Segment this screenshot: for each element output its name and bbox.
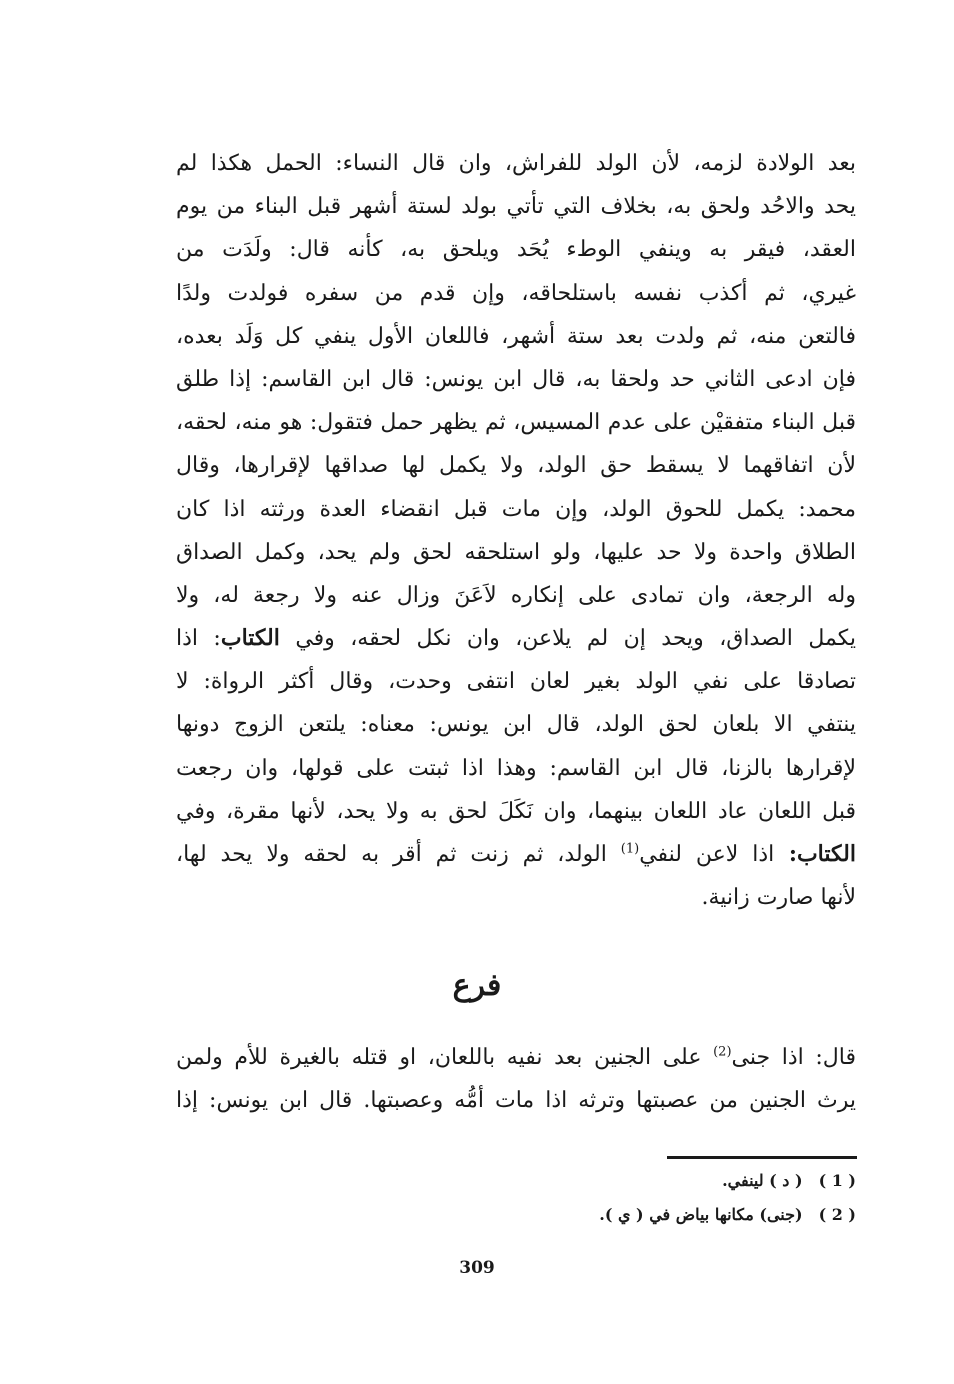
text-segment: الولد، ثم زنت ثم أقر به لحقه ولا يحد لها،: [176, 842, 607, 867]
text-line: لأن اتفاقهما لا يسقط حق الولد، ولا يكمل لها صداقها لإقرارها، وقال: [176, 453, 856, 479]
footnote-number: ( 2 ): [818, 1205, 856, 1224]
text-segment: على الجنين بعد نفيه باللعان، او قتله بالغيرة للأم ولمن: [176, 1045, 714, 1070]
text-line: قبل البناء متفقيْن على عدم المسيس، ثم يظهر حمل فتقول: هو منه، لحقه،: [176, 410, 856, 436]
text-segment: : اذا: [176, 626, 221, 652]
footnote-reference[interactable]: (1): [620, 841, 640, 857]
text-line: بعد الولادة لزمه، لأن الولد للفراش، وان قال النساء: الحمل هكذا لم: [176, 151, 856, 176]
text-line: يرث الجنين من عصبتها وترثه اذا مات أمُّه وعصبتها. قال ابن يونس: إذا: [176, 1088, 856, 1113]
text-line: فإن ادعى الثاني حد ولحقا به، قال ابن يونس: قال ابن القاسم: إذا طلق: [176, 366, 856, 392]
text-segment: قال: اذا جنى: [731, 1045, 856, 1070]
text-line: غيري، ثم أكذب نفسه باستلحاقه، وإن قدم من سفره فولدت ولدًا: [176, 280, 856, 306]
text-line: تصادقا على نفي الولد بغير لعان انتفى وحدت، وقال أكثر الرواة: لا: [176, 669, 856, 695]
main-paragraph: [176, 142, 856, 919]
section-heading: فرع: [452, 968, 502, 1003]
footnote-text: ( د ) لينفي.: [722, 1171, 803, 1190]
text-line-with-bold: [176, 833, 856, 876]
kitab-bold-term: الكتاب: [796, 841, 856, 867]
text-segment: :: [774, 841, 797, 867]
text-segment: اذا لاعن لنفي: [639, 842, 775, 867]
text-line: العقد، فيقر به وينفي الوطء يُحَد ويلحق به، كأنه قال: ولَدَت من: [176, 237, 856, 263]
second-paragraph: [176, 1036, 856, 1122]
footnote-text: (جنى) مكانها بياض في ( ي ).: [599, 1205, 803, 1224]
footnote-separator: [667, 1156, 857, 1159]
text-line: وله الرجعة، وان تمادى على إنكاره لاَعَنَ وزال عنه ولا رجعة له، ولا: [176, 582, 856, 608]
text-line: [176, 1036, 856, 1079]
footnote-reference[interactable]: (2): [713, 1044, 732, 1060]
footnote-item: [400, 1164, 856, 1198]
text-line: محمد: يكمل للحوق الولد، وإن مات قبل انقضاء العدة ورثته اذا كان: [176, 496, 856, 522]
footnote-number: ( 1 ): [818, 1171, 856, 1190]
page-number: 309: [459, 1258, 495, 1278]
footnotes-list: [400, 1164, 856, 1232]
text-line: لأنها صارت زانية.: [701, 885, 856, 911]
text-segment: يكمل الصداق، ويحد إن لم يلاعن، وان نكل لحقه، وفي: [295, 626, 856, 652]
text-line-with-bold: [176, 617, 856, 660]
text-line: قبل اللعان عاد اللعان بينهما، وان نَكَلَ لحق به ولا يحد، لأنها مقرة، وفي: [176, 798, 856, 824]
text-line: الطلاق واحدة ولا حد عليها، ولو استلحقه لحق ولم يحد، وكمل الصداق: [176, 539, 856, 565]
text-line: يحد والاحُد ولحق به، بخلاف التي تأتي بولد لستة أشهر قبل البناء من يوم: [176, 194, 856, 220]
text-line: فالتعن منه، ثم ولدت بعد ستة أشهر، فاللعان الأول ينفي كل وَلَد بعده،: [176, 323, 856, 349]
text-line: لإقرارها بالزنا، قال ابن القاسم: وهذا اذا ثبتت على قولها، وان رجعت: [176, 755, 856, 781]
text-line: ينتفي الا بلعان لحق الولد، قال ابن يونس: معناه: يلتعن الزوج دونها: [176, 712, 856, 738]
kitab-bold-term: الكتاب: [220, 625, 280, 652]
footnote-item: [400, 1198, 856, 1232]
